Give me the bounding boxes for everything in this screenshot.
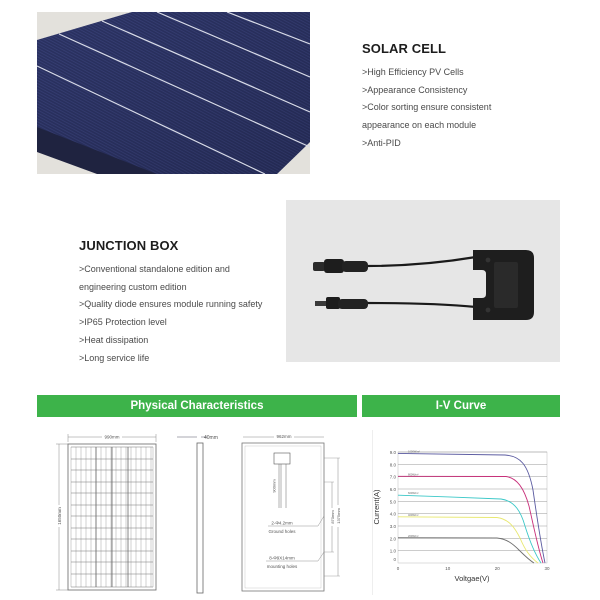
svg-text:8.0: 8.0: [389, 462, 396, 468]
front-height-label: 1650mm: [57, 507, 62, 525]
side-thickness-label: 40mm: [204, 435, 218, 441]
svg-text:9.0: 9.0: [389, 450, 396, 455]
svg-text:200W/m²: 200W/m²: [408, 534, 419, 538]
junction-box-feature-list: [79, 261, 262, 367]
feature-item: >High Efficiency PV Cells: [362, 67, 464, 77]
feature-item: appearance on each module: [362, 120, 477, 131]
svg-text:600W/m²: 600W/m²: [408, 492, 419, 495]
solar-cell-title: SOLAR CELL: [362, 41, 447, 56]
svg-text:3.0: 3.0: [389, 524, 396, 529]
svg-text:4.0: 4.0: [389, 511, 396, 517]
svg-text:10: 10: [445, 566, 451, 571]
junction-box-title: JUNCTION BOX: [79, 238, 179, 253]
svg-text:1000W/m²: 1000W/m²: [408, 450, 420, 454]
feature-item: >Long service life: [79, 352, 150, 363]
physical-characteristics-header: Physical Characteristics: [37, 395, 357, 417]
feature-item: >Appearance Consistency: [362, 84, 468, 95]
svg-text:6.0: 6.0: [389, 487, 396, 492]
back-width-label: 962mm: [276, 434, 292, 439]
solar-cell-feature-list: [362, 64, 491, 153]
outer-dim-label: 1375mm: [336, 508, 341, 524]
iv-curve-chart: [365, 440, 560, 590]
iv-curve-header: I-V Curve: [362, 395, 560, 417]
solar-cell-info: [362, 41, 491, 153]
y-axis-label: Current(A): [372, 489, 381, 525]
back-view-drawing: [238, 430, 358, 595]
junction-box-info: [79, 238, 262, 367]
svg-text:400W/m²: 400W/m²: [408, 514, 419, 517]
svg-text:20: 20: [494, 566, 500, 571]
svg-text:1.0: 1.0: [389, 548, 396, 554]
feature-item: >IP65 Protection level: [79, 317, 167, 328]
svg-text:800W/m²: 800W/m²: [408, 473, 419, 477]
svg-text:30: 30: [544, 566, 550, 571]
feature-item: >Anti-PID: [362, 137, 401, 148]
feature-item: >Conventional standalone edition and: [79, 264, 230, 274]
feature-item: >Heat dissipation: [79, 334, 149, 345]
feature-item: >Color sorting ensure consistent: [362, 102, 492, 113]
ground-holes-spec: 2-Φ4.2mm: [271, 520, 293, 526]
ground-holes-label: Ground holes: [268, 529, 296, 534]
svg-text:0: 0: [396, 566, 400, 571]
svg-text:0: 0: [393, 557, 396, 562]
svg-text:5.0: 5.0: [389, 499, 396, 505]
mounting-holes-spec: 8-Φ9X14mm: [269, 555, 295, 561]
solar-cell-photo: [37, 12, 310, 174]
cable-length-label: 900mm: [271, 479, 277, 493]
svg-text:7.0: 7.0: [389, 474, 396, 480]
feature-item: >Quality diode ensures module running safety: [79, 299, 263, 310]
svg-text:2.0: 2.0: [389, 536, 396, 542]
inner-dim-label: 870mm: [330, 510, 335, 524]
x-axis-label: Voltgae(V): [454, 574, 490, 583]
front-width-label: 990mm: [104, 434, 120, 440]
mounting-holes-label: mounting holes: [266, 564, 298, 569]
junction-box-photo: [286, 200, 560, 362]
side-view-drawing: [175, 430, 235, 595]
feature-item: engineering custom edition: [79, 281, 187, 292]
front-view-drawing: [55, 430, 170, 595]
